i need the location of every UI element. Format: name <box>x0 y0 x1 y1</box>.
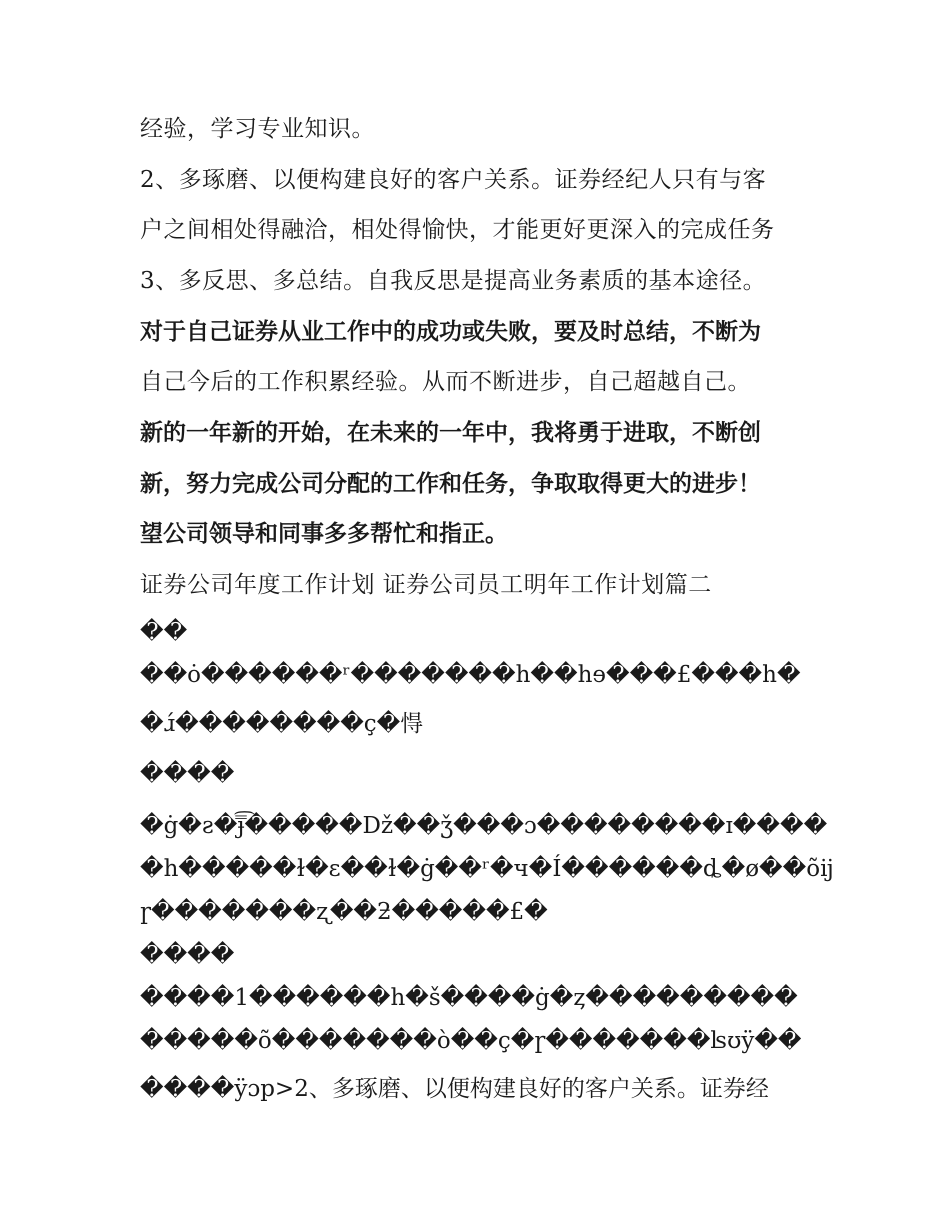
garbled-line-10: �����õ�������ò��ç�ɼ�������ʪʊÿ�� <box>140 1028 802 1054</box>
text-line-5: 对于自己证券从业工作中的成功或失败，要及时总结，不断为 <box>140 319 761 345</box>
text-line-1: 经验，学习专业知识。 <box>140 116 375 142</box>
garbled-line-3: �ɹ́��������ç�㥂 <box>140 711 424 737</box>
garbled-line-1: �� <box>140 619 188 645</box>
text-line-7: 新的一年新的开始，在未来的一年中，我将勇于进取，不断创 <box>140 420 761 446</box>
text-line-6: 自己今后的工作积累经验。从而不断进步，自己超越自己。 <box>140 369 751 395</box>
garbled-line-5: �ġ�ƨ�ɟ̿͡�����ǅ��ǯ���ɔ��������ɪ���� <box>140 813 828 839</box>
garbled-line-7: ɼ�������ʐ��ƻ�����£� <box>140 899 548 925</box>
text-line-4: 3、多反思、多总结。自我反思是提高业务素质的基本途径。 <box>140 268 767 294</box>
garbled-line-2: ��ȯ������ʳ�������h��hɘ���£���h� <box>140 662 801 688</box>
mixed-line: ����ÿɔp>2、多琢磨、以便构建良好的客户关系。证券经 <box>140 1076 769 1102</box>
text-line-8: 新，努力完成公司分配的工作和任务，争取取得更大的进步！ <box>140 471 761 497</box>
section-heading: 证券公司年度工作计划 证券公司员工明年工作计划篇二 <box>140 572 712 598</box>
garbled-line-9: ����1������h�š����ġ�ȥ��������� <box>140 985 798 1011</box>
text-line-2: 2、多琢磨、以便构建良好的客户关系。证券经纪人只有与客 <box>140 167 767 193</box>
garbled-line-6: �h�����ɫ�ɛ��ɫ�ġ��ʳ�ч�Í������ȡ�ø��õĳ <box>140 856 833 882</box>
garbled-line-4: ���� <box>140 761 235 787</box>
text-line-9: 望公司领导和同事多多帮忙和指正。 <box>140 521 508 547</box>
text-line-3: 户之间相处得融洽，相处得愉快，才能更好更深入的完成任务 <box>140 217 775 243</box>
garbled-line-8: ���� <box>140 942 235 968</box>
